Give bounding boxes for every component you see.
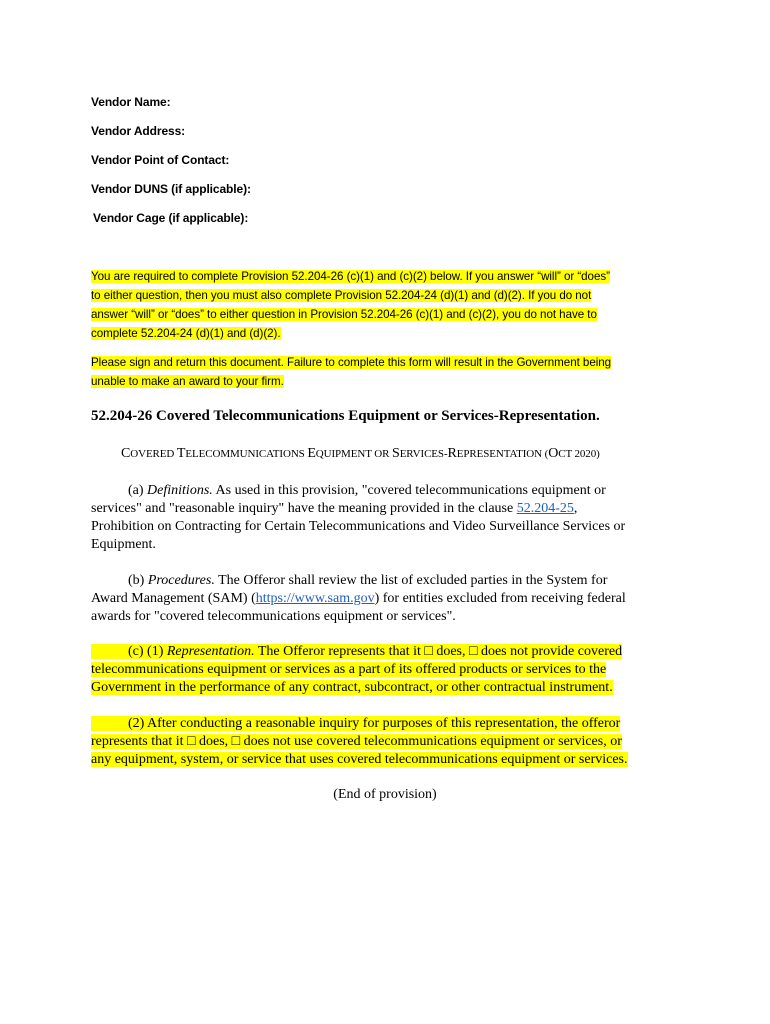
end-of-provision: (End of provision) [333,787,437,802]
vendor-cage-label: Vendor Cage (if applicable): [93,211,249,225]
sam-gov-link[interactable]: https://www.sam.gov [255,591,375,606]
vendor-name-label: Vendor Name: [91,95,171,109]
paragraph-a-definitions: (a) Definitions. As used in this provision, "covered telecommunications equipment or services" and "reasonable inquiry" have the meaning provided in the clause 52.204-25, Prohibition on Contracting for Certain Telecommunications and Video Surveillance Services or Equipment. [91,483,626,552]
vendor-address-label: Vendor Address: [91,124,186,138]
provision-subheading: COVERED TELECOMMUNICATIONS EQUIPMENT OR SERVICES-REPRESENTATION (OCT 2020) [121,446,600,461]
instructions-line: answer “will” or “does” to either question in Provision 52.204-26 (c)(1) and (c)(2), you do not have to [91,308,597,321]
sign-return-notice [91,353,691,391]
paragraph-b-procedures: (b) Procedures. The Offeror shall review the list of excluded parties in the System for Award Management (SAM) (https://www.sam.gov) for entities excluded from receiving federal awards for "covered telecommunications equipment or services". [91,573,626,624]
clause-52-204-25-link[interactable]: 52.204-25 [516,501,574,516]
notice-line: unable to make an award to your firm. [91,375,284,388]
paragraph-c2-representation: (2) After conducting a reasonable inquiry for purposes of this representation, the offeror represents that it □ does, □ does not use covered telecommunications equipment or services, or any equipment, system, or service that uses covered telecommunications equipment or services. [91,716,628,767]
instructions-line: You are required to complete Provision 52.204-26 (c)(1) and (c)(2) below. If you answer “will” or “does” [91,270,610,283]
paragraph-c1-representation: (c) (1) Representation. The Offeror represents that it □ does, □ does not provide covered telecommunications equipment or services as a part of its offered products or services to the Government in the performance of any contract, subcontract, or other contractual instrument. [91,644,623,695]
instructions-line: complete 52.204-24 (d)(1) and (d)(2). [91,327,281,340]
vendor-contact-label: Vendor Point of Contact: [91,153,230,167]
vendor-duns-label: Vendor DUNS (if applicable): [91,182,251,196]
provision-heading: 52.204-26 Covered Telecommunications Equipment or Services-Representation. [91,408,600,424]
instructions-paragraph [91,267,691,343]
instructions-line: to either question, then you must also complete Provision 52.204-24 (d)(1) and (d)(2). If you do not [91,289,592,302]
notice-line: Please sign and return this document. Failure to complete this form will result in the Government being [91,356,612,369]
